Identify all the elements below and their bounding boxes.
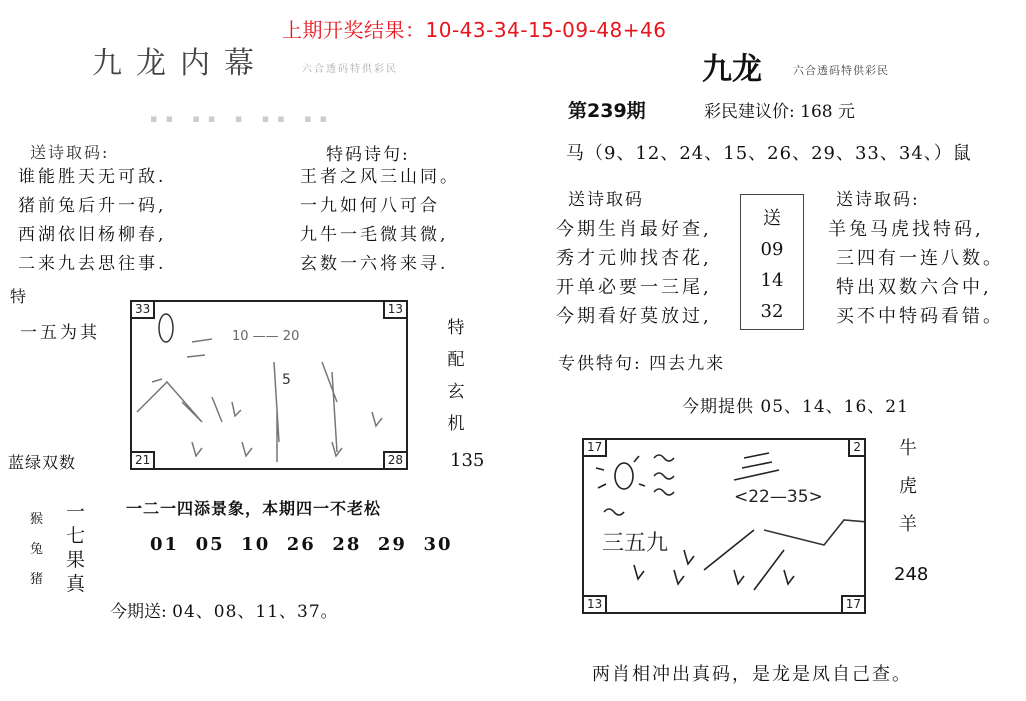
send-label: 今期送: [110,602,167,622]
sketch-corner-tr: 13 [383,300,408,319]
provide-label: 今期提供 [682,397,754,417]
poem-line: 特出双数六合中, [836,277,992,298]
left-poem [18,163,166,279]
poem-line: 西湖依旧杨柳春, [18,225,167,245]
last-draw-label: 上期开奖结果： [282,18,426,42]
right-title: 九龙 [702,52,762,87]
right-subtitle: 六合透码特供彩民 [793,64,889,77]
poem-line: 二来九去思往事. [18,254,167,274]
special-value: 四去九来 [649,354,726,374]
send-numbers: 04、08、11、37。 [172,602,339,622]
sketch-range-text: 10 —— 20 [232,329,300,344]
svg-text:5: 5 [282,372,291,388]
provide-numbers: 05、14、16、21 [760,397,909,417]
send-box-number: 09 [760,239,784,260]
poem-line: 买不中特码看错。 [836,306,1004,327]
left-phrase-vertical: 一 七 果 真 [66,501,86,595]
price-value: 168 元 [800,102,855,122]
left-side-number: 135 [450,450,485,471]
sketch-corner-br: 28 [383,451,408,470]
sketch-range-text: <22—35> [734,487,823,507]
right-poem-header: 送诗取码 [568,190,644,210]
poem-line: 三四有一连八数。 [836,248,1004,269]
left-faded-line: ▪▪ ▪▪ ▪ ▪▪ ▪▪ [150,112,336,125]
price-label: 彩民建议价: [704,102,795,122]
send-box-number: 32 [760,301,784,322]
send-box [740,194,804,330]
sketch-corner-br: 17 [841,595,866,614]
left-color-hint: 蓝绿双数 [8,453,77,472]
left-send-line [110,597,339,622]
poem-line: 一九如何八可合 [300,196,440,216]
special-label: 专供特句: [558,354,642,374]
left-title: 九龙内幕 [92,46,268,81]
left-slogan: 一二一四添景象，本期四一不老松 [126,499,382,518]
sketch-chars: 三五九 [602,531,669,556]
left-te-label: 特 [10,287,27,306]
left-sketch-image [130,300,408,470]
right-side-vertical: 牛 虎 羊 [899,438,917,535]
sketch-drawing [584,440,864,612]
send-box-label: 送 [763,208,781,229]
right-sketch-image [582,438,866,614]
left-subtitle: 六合透码特供彩民 [302,64,398,75]
poem-line: 谁能胜天无可敌. [18,167,167,187]
special-line [558,349,725,374]
poem-line: 秀才元帅找杏花, [556,248,712,269]
sketch-corner-tr: 2 [848,438,866,457]
sketch-corner-tl: 17 [582,438,607,457]
left-special-poem-header: 特码诗句: [326,145,410,165]
poem-line: 九牛一毛微其微, [300,225,449,245]
last-draw-result: 10-43-34-15-09-48+46 [425,18,667,42]
send-box-number: 14 [760,270,784,291]
poem-line: 玄数一六将来寻. [300,254,449,274]
poem-line: 猪前兔后升一码, [18,196,167,216]
poem-line: 今期看好莫放过, [556,306,712,327]
left-numbers: 01 05 10 26 28 29 30 [150,534,453,555]
right-poem-left [556,215,712,331]
issue-number: 第239期 [568,100,646,122]
right-poem-header-2: 送诗取码: [836,190,920,210]
sketch-corner-tl: 33 [130,300,155,319]
provide-line [682,392,909,417]
right-poem-right [828,215,1004,331]
poem-line: 今期生肖最好查, [556,219,712,240]
sketch-corner-bl: 13 [582,595,607,614]
poem-line: 羊兔马虎找特码, [828,219,984,240]
left-zodiac-vertical: 猴 兔 猪 [30,512,44,587]
poem-line: 王者之风三山同。 [300,167,460,187]
left-poem-header: 送诗取码: [30,143,110,162]
poem-line: 开单必要一三尾, [556,277,712,298]
zodiac-numbers-line: 马（9、12、24、15、26、29、33、34、）鼠 [566,143,972,164]
price-line [704,97,855,122]
right-footer: 两肖相冲出真码，是龙是凤自己查。 [592,664,912,685]
left-hint: 一五为其 [20,323,100,343]
left-special-poem [300,163,460,279]
sketch-corner-bl: 21 [130,451,155,470]
left-side-vertical: 特 配 玄 机 [447,318,465,434]
last-draw-banner [282,14,667,43]
right-side-number: 248 [894,564,929,585]
sketch-drawing [132,302,406,468]
